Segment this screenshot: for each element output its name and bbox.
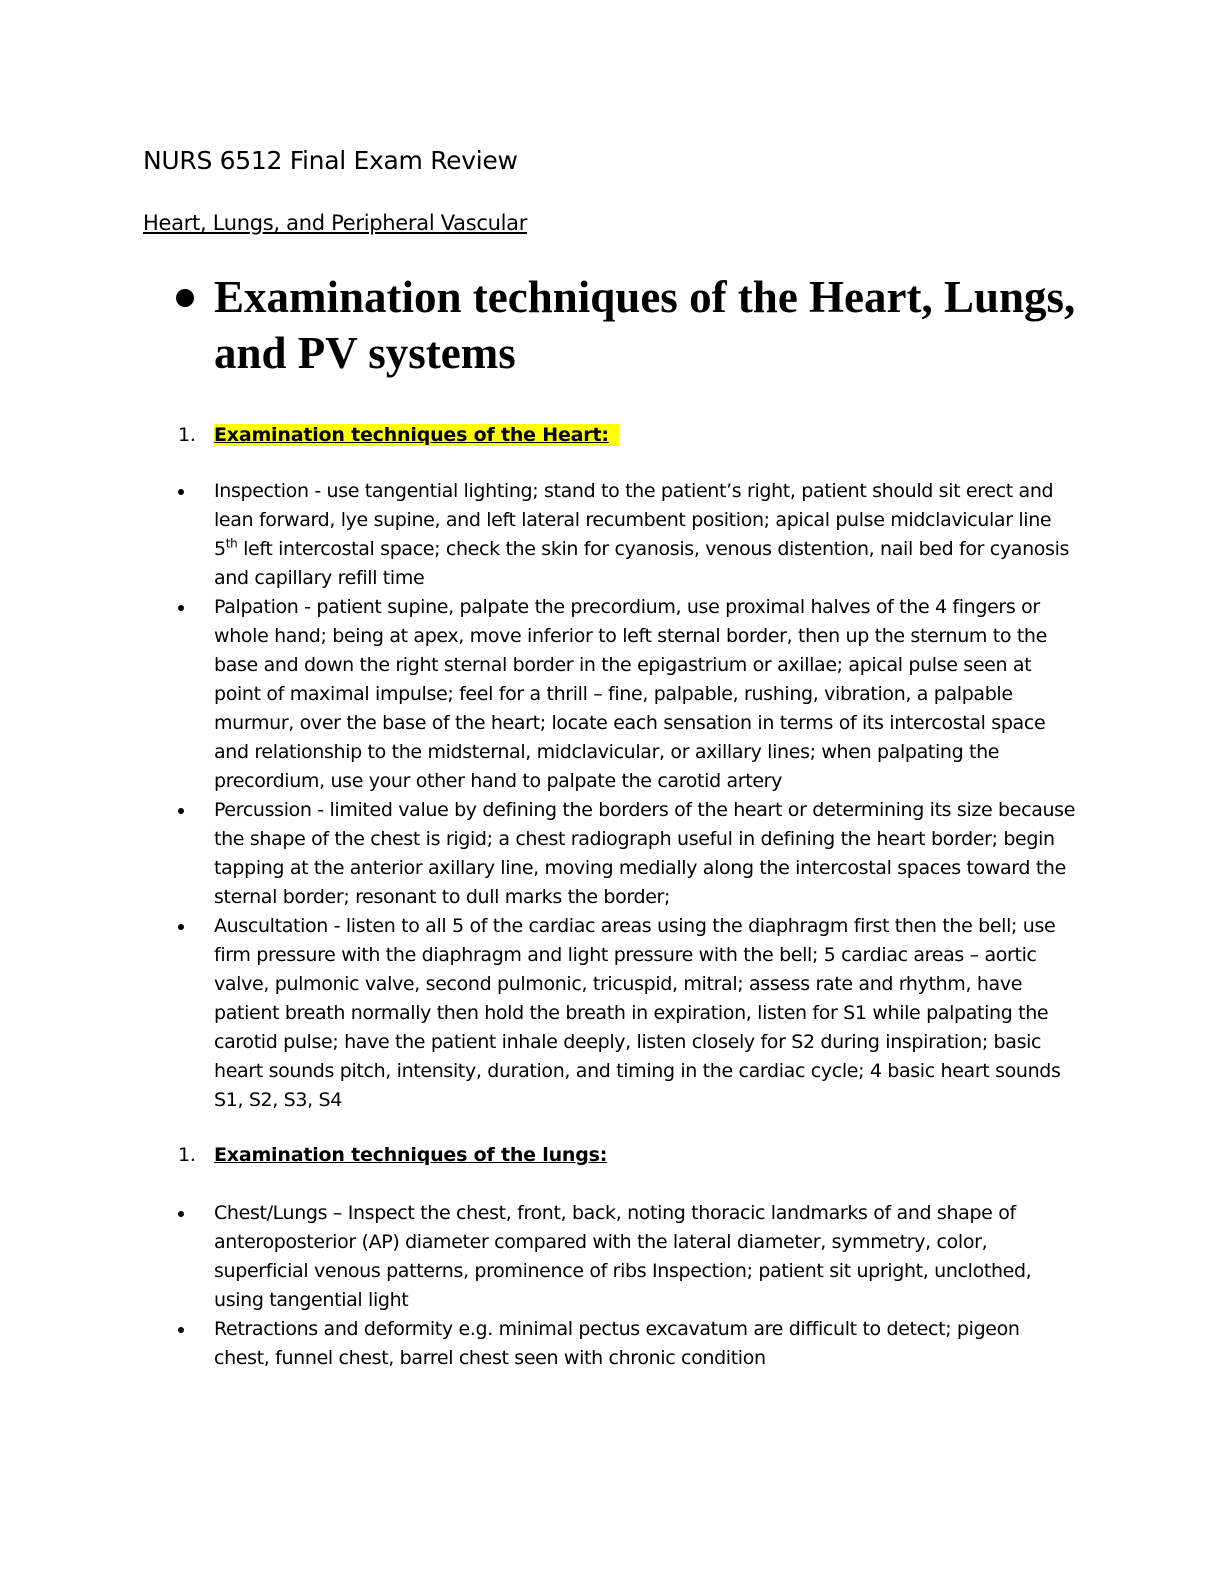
list-item: Retractions and deformity e.g. minimal pectus excavatum are difficult to detect; pigeon chest, funnel chest, barrel chest seen with chronic condition [176,1315,1076,1373]
bullet-icon [178,808,184,814]
list-item: Chest/Lungs – Inspect the chest, front, back, noting thoracic landmarks of and shape of anteroposterior (AP) diameter compared with the lateral diameter, symmetry, color, superficial venous patterns, prominence of ribs Inspection; patient sit upright, unclothed, using tangential light [176,1199,1076,1315]
lungs-subheading-number: 1. [178,1144,196,1166]
list-item: Auscultation - listen to all 5 of the cardiac areas using the diaphragm first then the bell; use firm pressure with the diaphragm and light pressure with the bell; 5 cardiac areas – aortic valve, pulmonic valve, second pulmonic, tricuspid, mitral; assess rate and rhythm, have patient breath normally then hold the breath in expiration, listen for S1 while palpating the carotid pulse; have the patient inhale deeply, listen closely for S2 during inspiration; basic heart sounds pitch, intensity, duration, and timing in the cardiac cycle; 4 basic heart sounds S1, S2, S3, S4 [176,912,1076,1115]
main-bullet-text: Examination techniques of the Heart, Lungs, and PV systems [214,272,1076,378]
list-item: Palpation - patient supine, palpate the precordium, use proximal halves of the 4 fingers or whole hand; being at apex, move inferior to left sternal border, then up the sternum to the base and down the right sternal border in the epigastrium or axillae; apical pulse seen at point of maximal impulse; feel for a thrill – fine, palpable, rushing, vibration, a palpable murmur, over the base of the heart; locate each sensation in terms of its intercostal space and relationship to the midsternal, midclavicular, or axillary lines; when palpating the precordium, use your other hand to palpate the carotid artery [176,593,1076,796]
heart-subheading-label: Examination techniques of the Heart: [214,424,619,446]
list-item: Percussion - limited value by defining the borders of the heart or determining its size because the shape of the chest is rigid; a chest radiograph useful in defining the heart border; begin tapping at the anterior axillary line, moving medially along the intercostal spaces toward the sternal border; resonant to dull marks the border; [176,796,1076,912]
bullet-icon [176,289,194,307]
lungs-bullet-list [176,1199,1076,1373]
bullet-icon [178,924,184,930]
heart-subheading-number: 1. [178,424,196,446]
section-title: Heart, Lungs, and Peripheral Vascular [143,211,528,235]
heart-bullet-list [176,477,1076,1115]
lungs-subheading [178,1144,619,1166]
main-bullet-heading [176,269,1076,381]
bullet-icon [178,1211,184,1217]
heart-subheading [178,424,619,446]
document-title: NURS 6512 Final Exam Review [143,146,518,175]
bullet-icon [178,605,184,611]
bullet-icon [178,1327,184,1333]
bullet-icon [178,489,184,495]
list-item: Inspection - use tangential lighting; stand to the patient’s right, patient should sit erect and lean forward, lye supine, and left lateral recumbent position; apical pulse midclavicular line 5th left intercostal space; check the skin for cyanosis, venous distention, nail bed for cyanosis and capillary refill time [176,477,1076,593]
lungs-subheading-label: Examination techniques of the lungs: [214,1144,608,1166]
